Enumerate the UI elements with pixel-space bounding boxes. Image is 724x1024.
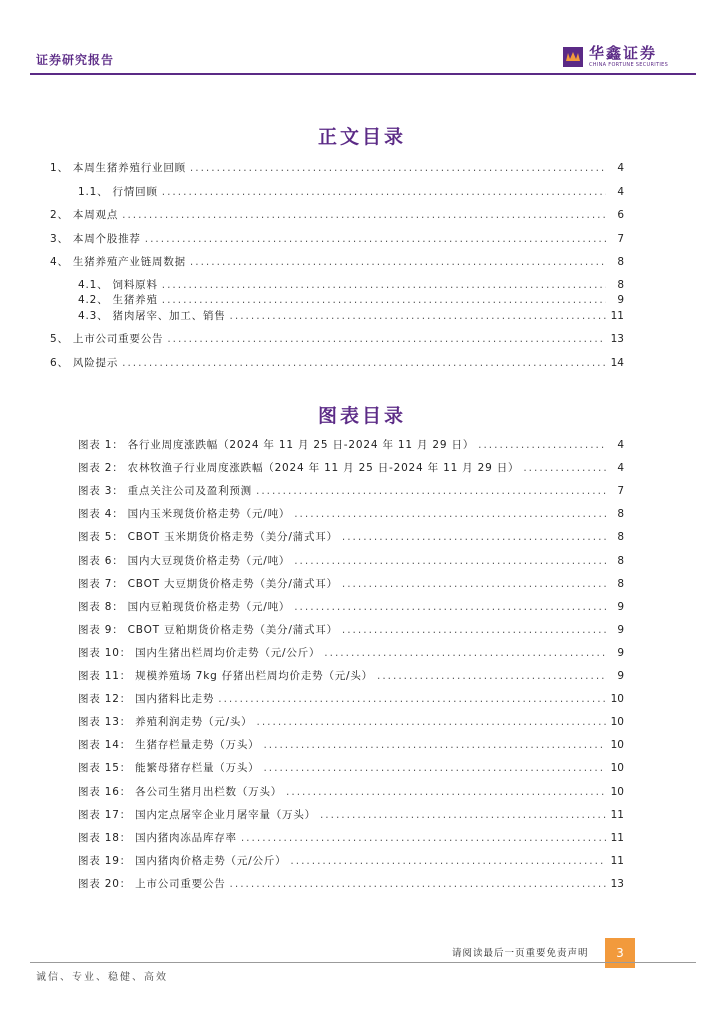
figure-entry-text: 国内豆粕现货价格走势（元/吨） [127, 600, 291, 613]
toc-entry-number: 6、 [50, 357, 69, 369]
figure-entry[interactable] [78, 461, 624, 475]
toc-entry-number: 4.2、 [78, 294, 109, 306]
figure-entry-page: 8 [617, 508, 624, 521]
footer-divider [30, 962, 696, 963]
figure-entry-page: 10 [610, 693, 624, 706]
toc-entry[interactable] [78, 309, 624, 323]
figure-entry-leader-dots [263, 761, 606, 775]
figure-entry-text: 国内大豆现货价格走势（元/吨） [127, 554, 291, 567]
figure-entry-text: 国内玉米现货价格走势（元/吨） [127, 508, 291, 521]
figure-entry-text: 生猪存栏量走势（万头） [135, 739, 260, 752]
toc-entry-leader-dots [190, 255, 606, 269]
figure-entry[interactable] [78, 623, 624, 637]
figure-entry-page: 8 [617, 531, 624, 544]
toc-entry-page: 11 [610, 310, 624, 322]
figure-entry-leader-dots [256, 484, 606, 498]
figure-entry-number: 图表 17： [78, 808, 131, 821]
toc-entry-number: 5、 [50, 333, 69, 345]
figure-entry-number: 图表 13： [78, 716, 131, 729]
toc-entry-text: 上市公司重要公告 [72, 333, 164, 345]
disclaimer-note: 请阅读最后一页重要免责声明 [452, 948, 589, 959]
toc-entry-label [50, 255, 186, 269]
figure-entry-leader-dots [294, 507, 606, 521]
toc-entry-number: 1.1、 [78, 186, 109, 198]
figure-entry-number: 图表 19： [78, 854, 131, 867]
toc-entry-number: 4.3、 [78, 310, 109, 322]
figure-entry-page: 9 [617, 600, 624, 613]
logo-name-en: CHINA FORTUNE SECURITIES [589, 62, 669, 68]
figure-entry[interactable] [78, 669, 624, 683]
toc-entry[interactable] [50, 208, 624, 222]
header-divider [30, 73, 696, 75]
figure-entry-label [78, 646, 320, 660]
figure-entry[interactable] [78, 761, 624, 775]
figure-entry[interactable] [78, 554, 624, 568]
figure-entry[interactable] [78, 785, 624, 799]
figure-entry-leader-dots [523, 461, 606, 475]
figure-entry[interactable] [78, 484, 624, 498]
figure-entry[interactable] [78, 507, 624, 521]
figure-entry-page: 7 [617, 485, 624, 498]
toc-entry-text: 本周观点 [72, 209, 119, 221]
figure-entry-label [78, 530, 338, 544]
figure-entry-number: 图表 4： [78, 508, 124, 521]
figure-entry-label [78, 600, 290, 614]
figure-entry-leader-dots [377, 669, 606, 683]
figure-entry-text: CBOT 大豆期货价格走势（美分/蒲式耳） [127, 577, 338, 590]
figure-entry-page: 11 [610, 808, 624, 821]
page-number: 3 [605, 938, 635, 968]
figure-entry-label [78, 692, 214, 706]
figure-entry-text: 养殖利润走势（元/头） [135, 716, 253, 729]
company-logo [563, 45, 668, 68]
toc-entry-page: 7 [617, 233, 624, 245]
toc-entry-leader-dots [122, 208, 606, 222]
figure-entry-page: 10 [610, 762, 624, 775]
figure-entry-label [78, 623, 338, 637]
figure-entry-number: 图表 11： [78, 670, 131, 682]
figure-entry-leader-dots [218, 692, 606, 706]
toc-entry-leader-dots [167, 332, 606, 346]
brand-mark-icon [563, 47, 583, 67]
figure-entry[interactable] [78, 646, 624, 660]
toc-entry-page: 13 [610, 333, 624, 345]
figure-entry-text: 重点关注公司及盈利预测 [127, 485, 252, 498]
figure-entry-number: 图表 9： [78, 623, 124, 636]
figure-entry-number: 图表 8： [78, 600, 124, 613]
toc-entry-label [50, 232, 141, 246]
figure-entry-number: 图表 20： [78, 877, 131, 890]
figure-entry-text: 农林牧渔子行业周度涨跌幅（2024 年 11 月 25 日-2024 年 11 月 29 日） [127, 462, 520, 475]
figure-entry-number: 图表 3： [78, 485, 124, 498]
figure-entry-label [78, 507, 290, 521]
toc-entry[interactable] [78, 278, 624, 292]
figure-entry-page: 4 [617, 439, 624, 451]
figure-entry-number: 图表 7： [78, 577, 124, 590]
figure-entry-label [78, 461, 519, 475]
figure-entry-leader-dots [286, 785, 606, 799]
figure-entry-leader-dots [342, 577, 606, 591]
figure-entry-text: CBOT 玉米期货价格走势（美分/蒲式耳） [127, 531, 338, 544]
figure-entry-page: 9 [617, 623, 624, 636]
toc-entry-label [50, 356, 118, 370]
figure-entry-label [78, 484, 252, 498]
figure-entry-page: 11 [610, 854, 624, 867]
figure-entry-label [78, 877, 226, 891]
figure-entry-number: 图表 18： [78, 831, 131, 844]
toc-entry-text: 猪肉屠宰、加工、销售 [112, 310, 226, 322]
figure-entry-text: 国内猪肉冻品库存率 [135, 831, 237, 844]
figure-entry-number: 图表 2： [78, 462, 124, 475]
figure-entry-text: 各行业周度涨跌幅（2024 年 11 月 25 日-2024 年 11 月 29 日） [127, 439, 475, 451]
figure-entry[interactable] [78, 738, 624, 752]
toc-entry-number: 3、 [50, 233, 69, 245]
toc-entry-label [50, 161, 186, 175]
figure-entry-page: 11 [610, 831, 624, 844]
figure-entry-text: 国内生猪出栏周均价走势（元/公斤） [135, 646, 321, 659]
toc-entry-page: 4 [617, 186, 624, 198]
figure-entry[interactable] [78, 808, 624, 822]
figure-entry-page: 8 [617, 554, 624, 567]
toc-entry-page: 14 [610, 357, 624, 369]
figure-entry-page: 10 [610, 785, 624, 798]
toc-entry-label [78, 185, 158, 199]
toc-entry-text: 本周生猪养殖行业回顾 [72, 162, 186, 174]
figure-entry-number: 图表 5： [78, 531, 124, 544]
figure-entry[interactable] [78, 854, 624, 868]
toc-entry-leader-dots [162, 278, 606, 292]
figure-entry-number: 图表 15： [78, 762, 131, 775]
figure-entry-page: 8 [617, 577, 624, 590]
toc-entry-number: 1、 [50, 162, 69, 174]
figure-entry[interactable] [78, 877, 624, 891]
figure-entry-leader-dots [256, 715, 606, 729]
figure-entry-label [78, 669, 373, 683]
figure-entry-text: 国内猪料比走势 [135, 693, 215, 706]
toc-entry[interactable] [78, 293, 624, 307]
figure-entry-page: 13 [610, 877, 624, 890]
toc-entry-text: 生猪养殖产业链周数据 [72, 256, 186, 268]
figure-entry-label [78, 715, 252, 729]
toc-entry[interactable] [78, 185, 624, 199]
toc-entry-leader-dots [145, 232, 606, 246]
figure-entry-label [78, 808, 316, 822]
toc-entry-leader-dots [230, 309, 606, 323]
toc-title: 正文目录 [317, 126, 406, 148]
toc-entry[interactable] [50, 161, 624, 175]
figure-entry[interactable] [78, 530, 624, 544]
figure-entry-label [78, 785, 282, 799]
toc-entry-page: 8 [617, 279, 624, 291]
figure-entry-label [78, 854, 286, 868]
figure-entry-number: 图表 6： [78, 554, 124, 567]
figure-entry-leader-dots [342, 623, 606, 637]
toc-entry-label [78, 278, 158, 292]
company-slogan: 诚信、专业、稳健、高效 [36, 972, 168, 983]
figure-entry-label [78, 831, 237, 845]
figure-entry-label [78, 554, 290, 568]
toc-entry-page: 4 [617, 162, 624, 174]
toc-entry-number: 2、 [50, 209, 69, 221]
figure-entry-leader-dots [324, 646, 606, 660]
toc-entry-leader-dots [162, 293, 606, 307]
figure-entry-text: 国内定点屠宰企业月屠宰量（万头） [135, 808, 316, 821]
toc-entry-leader-dots [122, 356, 606, 370]
figure-entry-leader-dots [342, 530, 606, 544]
figure-entry-label [78, 577, 338, 591]
toc-entry-leader-dots [190, 161, 606, 175]
toc-entry-text: 饲料原料 [112, 279, 158, 291]
figure-entry-label [78, 738, 259, 752]
figure-entry-page: 9 [617, 670, 624, 682]
toc-entry-text: 风险提示 [72, 357, 119, 369]
figure-entry-text: 能繁母猪存栏量（万头） [135, 762, 260, 775]
figure-entry-label [78, 761, 259, 775]
toc-entry-page: 9 [617, 294, 624, 306]
figure-entry-text: 规模养殖场 7kg 仔猪出栏周均价走势（元/头） [135, 670, 373, 682]
toc-entry-label [78, 309, 226, 323]
figure-entry-leader-dots [320, 808, 606, 822]
toc-entry-label [78, 293, 158, 307]
figure-entry-leader-dots [241, 831, 606, 845]
toc-entry-page: 6 [617, 209, 624, 221]
toc-entry-leader-dots [162, 185, 606, 199]
figure-entry-leader-dots [230, 877, 606, 891]
figure-entry-text: 上市公司重要公告 [135, 877, 226, 890]
toc-entry[interactable] [50, 356, 624, 370]
figure-entry-number: 图表 1： [78, 439, 124, 451]
toc-entry-text: 生猪养殖 [112, 294, 158, 306]
figure-entry-text: 各公司生猪月出栏数（万头） [135, 785, 283, 798]
figure-entry-number: 图表 14： [78, 739, 131, 752]
figure-entry-number: 图表 16： [78, 785, 131, 798]
toc-entry-text: 本周个股推荐 [72, 233, 141, 245]
toc-entry-label [50, 332, 163, 346]
figure-entry-number: 图表 12： [78, 693, 131, 706]
toc-entry-number: 4.1、 [78, 279, 109, 291]
figure-entry-page: 9 [617, 646, 624, 659]
figure-entry-page: 10 [610, 716, 624, 729]
figure-entry-leader-dots [294, 554, 606, 568]
toc-entry-page: 8 [617, 256, 624, 268]
figure-entry[interactable] [78, 831, 624, 845]
figure-entry[interactable] [78, 692, 624, 706]
figure-entry[interactable] [78, 438, 624, 452]
figure-entry-leader-dots [263, 738, 606, 752]
toc-entry-text: 行情回顾 [112, 186, 158, 198]
toc-entry-number: 4、 [50, 256, 69, 268]
figure-entry-leader-dots [290, 854, 606, 868]
report-type-label: 证券研究报告 [36, 53, 115, 67]
figure-entry-text: CBOT 豆粕期货价格走势（美分/蒲式耳） [127, 623, 338, 636]
figure-entry-number: 图表 10： [78, 646, 131, 659]
figure-entry-page: 4 [617, 462, 624, 475]
figure-entry[interactable] [78, 715, 624, 729]
figure-entry-leader-dots [478, 438, 606, 452]
figure-entry-label [78, 438, 474, 452]
figure-entry-leader-dots [294, 600, 606, 614]
figure-entry[interactable] [78, 600, 624, 614]
toc-entry-label [50, 208, 118, 222]
toc-entry[interactable] [50, 255, 624, 269]
toc-entry[interactable] [50, 232, 624, 246]
logo-name-cn: 华鑫证券 [589, 44, 658, 62]
figure-list-title: 图表目录 [317, 405, 406, 427]
figure-entry-page: 10 [610, 739, 624, 752]
toc-entry[interactable] [50, 332, 624, 346]
figure-entry-text: 国内猪肉价格走势（元/公斤） [135, 854, 287, 867]
figure-entry[interactable] [78, 577, 624, 591]
